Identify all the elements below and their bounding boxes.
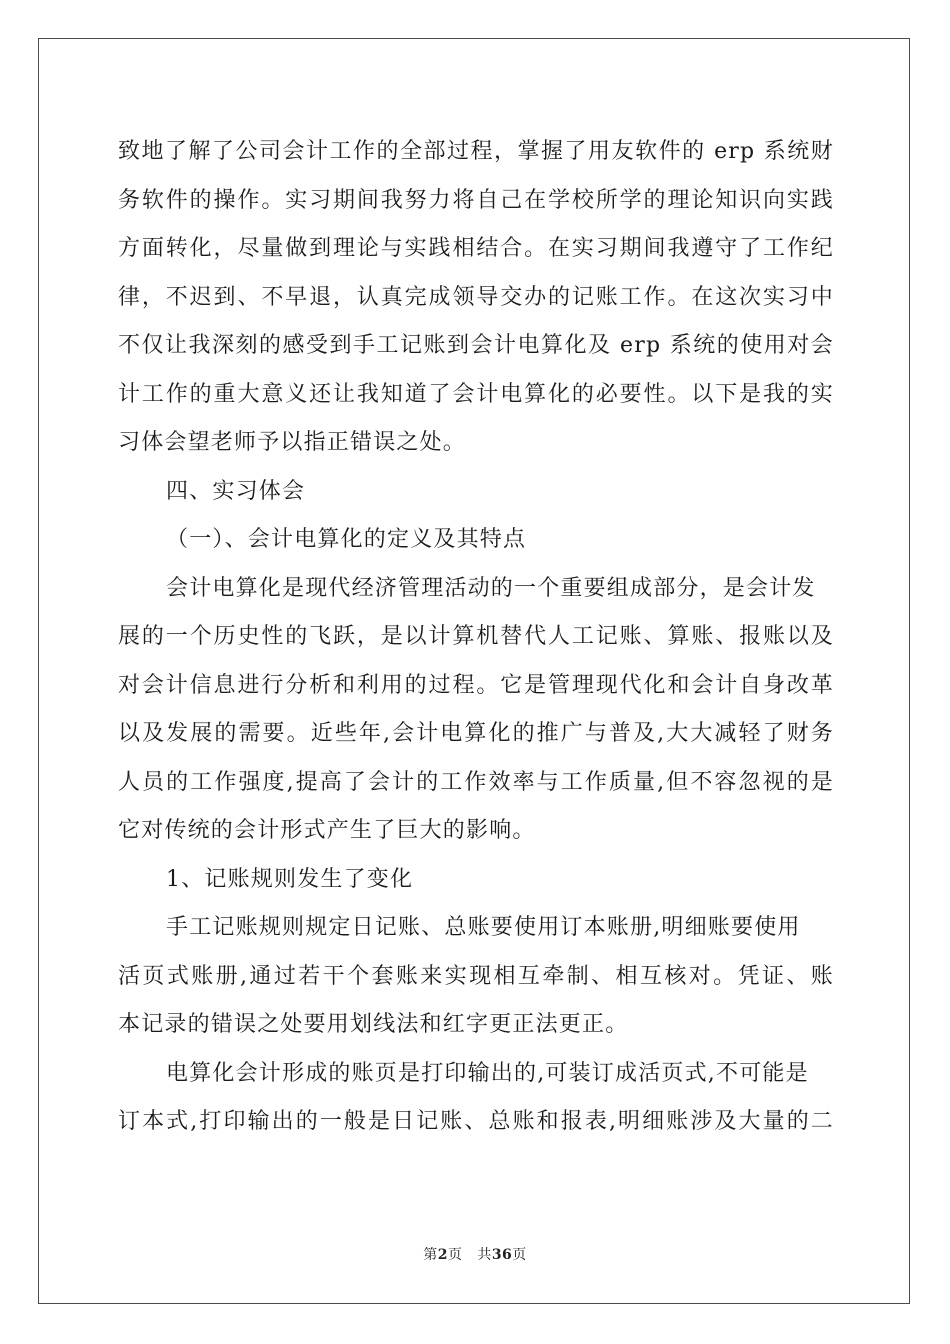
footer-prefix: 第	[423, 1247, 438, 1263]
text-line: 本记录的错误之处要用划线法和红字更正法更正。	[118, 1012, 629, 1037]
text-line: 会计电算化是现代经济管理活动的一个重要组成部分，是会计发	[166, 575, 816, 601]
text-line: 活页式账册,通过若干个套账来实现相互牵制、相互核对。凭证、账	[118, 963, 834, 989]
text-line: 计工作的重大意义还让我知道了会计电算化的必要性。以下是我的实	[118, 381, 834, 407]
footer-total-suffix: 页	[512, 1247, 527, 1263]
text-line: 手工记账规则规定日记账、总账要使用订本账册,明细账要使用	[166, 915, 801, 940]
footer-total-pages: 36	[491, 1247, 513, 1263]
footer-current-page: 2	[437, 1247, 448, 1263]
text-line: 展的一个历史性的飞跃，是以计算机替代人工记账、算账、报账以及	[118, 624, 834, 649]
text-line: 方面转化，尽量做到理论与实践相结合。在实习期间我遵守了工作纪	[118, 236, 834, 261]
page-footer	[0, 1244, 950, 1264]
text-line: 订本式,打印输出的一般是日记账、总账和报表,明细账涉及大量的二	[118, 1109, 834, 1134]
text-line: 对会计信息进行分析和利用的过程。它是管理现代化和会计自身改革	[118, 672, 834, 698]
text-line: 习体会望老师予以指正错误之处。	[118, 430, 467, 455]
text-line: 律，不迟到、不早退，认真完成领导交办的记账工作。在这次实习中	[118, 284, 834, 310]
text-line: 务软件的操作。实习期间我努力将自己在学校所学的理论知识向实践	[118, 187, 834, 213]
text-line: 人员的工作强度,提高了会计的工作效率与工作质量,但不容忽视的是	[118, 769, 834, 795]
text-line: 电算化会计形成的账页是打印输出的,可装订成活页式,不可能是	[166, 1060, 809, 1086]
document-body	[118, 128, 834, 1147]
text-line: （一）、会计电算化的定义及其特点	[166, 527, 527, 552]
text-line: 以及发展的需要。近些年,会计电算化的推广与普及,大大减轻了财务	[118, 721, 834, 746]
text-line: 四、实习体会	[166, 478, 306, 504]
text-line: 致地了解了公司会计工作的全部过程，掌握了用友软件的 erp 系统财	[118, 139, 834, 164]
text-line: 1、记账规则发生了变化	[166, 866, 414, 892]
footer-total-prefix: 共	[477, 1247, 492, 1263]
text-line: 不仅让我深刻的感受到手工记账到会计电算化及 erp 系统的使用对会	[118, 333, 834, 358]
text-line: 它对传统的会计形式产生了巨大的影响。	[118, 818, 536, 843]
footer-page-suffix: 页	[447, 1247, 463, 1263]
